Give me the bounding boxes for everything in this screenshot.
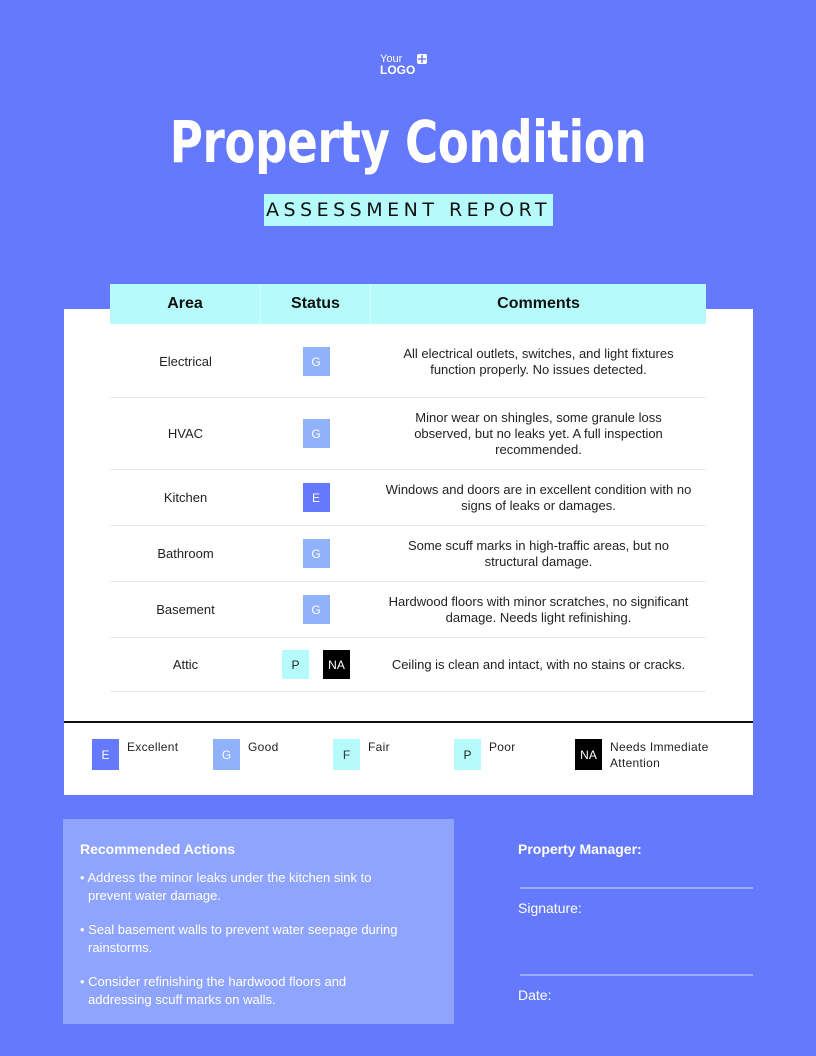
table-row bbox=[110, 470, 706, 526]
status-badge: NA bbox=[323, 650, 350, 679]
status-badge: G bbox=[303, 595, 330, 624]
property-manager-line bbox=[520, 887, 753, 889]
row-comment: All electrical outlets, switches, and light fixtures function properly. No issues detected. bbox=[403, 345, 674, 377]
row-status bbox=[261, 419, 371, 448]
status-badge: G bbox=[303, 539, 330, 568]
row-area: Kitchen bbox=[163, 490, 208, 505]
status-badge: G bbox=[303, 419, 330, 448]
table-row bbox=[110, 326, 706, 398]
logo-line1: Your bbox=[380, 53, 403, 65]
legend-item-good bbox=[213, 739, 279, 770]
legend-badge: P bbox=[454, 739, 481, 770]
legend-label: Good bbox=[248, 740, 279, 754]
page-subtitle: ASSESSMENT REPORT bbox=[264, 194, 553, 226]
legend-label: Fair bbox=[368, 740, 390, 754]
list-item: • Seal basement walls to prevent water seepage during rainstorms. bbox=[80, 922, 398, 955]
column-header-comments: Comments bbox=[497, 295, 580, 312]
table-row bbox=[110, 526, 706, 582]
table-header bbox=[110, 284, 706, 324]
row-area: Basement bbox=[156, 602, 215, 617]
legend-divider bbox=[64, 721, 753, 723]
date-label: Date: bbox=[518, 987, 552, 1003]
page-title: Property Condition bbox=[169, 108, 647, 176]
legend-badge: NA bbox=[575, 739, 602, 770]
row-status bbox=[261, 483, 371, 512]
actions-list bbox=[80, 869, 437, 1009]
row-comment: Hardwood floors with minor scratches, no significant damage. Needs light refinishing. bbox=[388, 593, 689, 625]
row-status bbox=[261, 347, 371, 376]
row-comment: Windows and doors are in excellent condition with no signs of leaks or damages. bbox=[385, 481, 692, 513]
legend-label: Excellent bbox=[127, 740, 179, 754]
logo-line2: LOGO bbox=[380, 63, 416, 77]
row-area: Bathroom bbox=[157, 546, 214, 561]
signature-label: Signature: bbox=[518, 900, 582, 916]
table-row bbox=[110, 398, 706, 470]
recommended-actions bbox=[63, 819, 454, 1024]
legend-badge: F bbox=[333, 739, 360, 770]
row-comment: Ceiling is clean and intact, with no stains or cracks. bbox=[391, 656, 686, 672]
legend-badge: G bbox=[213, 739, 240, 770]
list-item: • Address the minor leaks under the kitchen sink to prevent water damage. bbox=[80, 870, 372, 903]
column-header-area: Area bbox=[110, 284, 261, 324]
row-status bbox=[261, 539, 371, 568]
row-area: Electrical bbox=[159, 354, 212, 369]
status-badge: E bbox=[303, 483, 330, 512]
legend-label: Needs Immediate Attention bbox=[610, 740, 709, 770]
legend-label: Poor bbox=[489, 740, 516, 754]
column-header-status: Status bbox=[261, 284, 371, 324]
table-row bbox=[110, 638, 706, 692]
legend-item-fair bbox=[333, 739, 390, 770]
row-area: HVAC bbox=[167, 426, 204, 441]
row-area: Attic bbox=[172, 657, 199, 672]
row-status bbox=[261, 595, 371, 624]
row-comment: Some scuff marks in high-traffic areas, but no structural damage. bbox=[407, 537, 670, 569]
legend-badge: E bbox=[92, 739, 119, 770]
logo bbox=[380, 54, 415, 76]
row-status bbox=[261, 650, 371, 679]
table-row bbox=[110, 582, 706, 638]
logo-mark-icon bbox=[417, 54, 427, 64]
legend-item-poor bbox=[454, 739, 516, 770]
status-badge: G bbox=[303, 347, 330, 376]
list-item: • Consider refinishing the hardwood floors and addressing scuff marks on walls. bbox=[80, 974, 347, 1007]
signature-line bbox=[520, 974, 753, 976]
actions-title: Recommended Actions bbox=[80, 841, 236, 857]
legend-item-excellent bbox=[92, 739, 178, 770]
status-badge: P bbox=[282, 650, 309, 679]
property-manager-label: Property Manager: bbox=[518, 841, 642, 857]
row-comment: Minor wear on shingles, some granule loss observed, but no leaks yet. A full inspection recommended. bbox=[414, 409, 663, 457]
legend-item-needs-attention bbox=[575, 739, 725, 771]
